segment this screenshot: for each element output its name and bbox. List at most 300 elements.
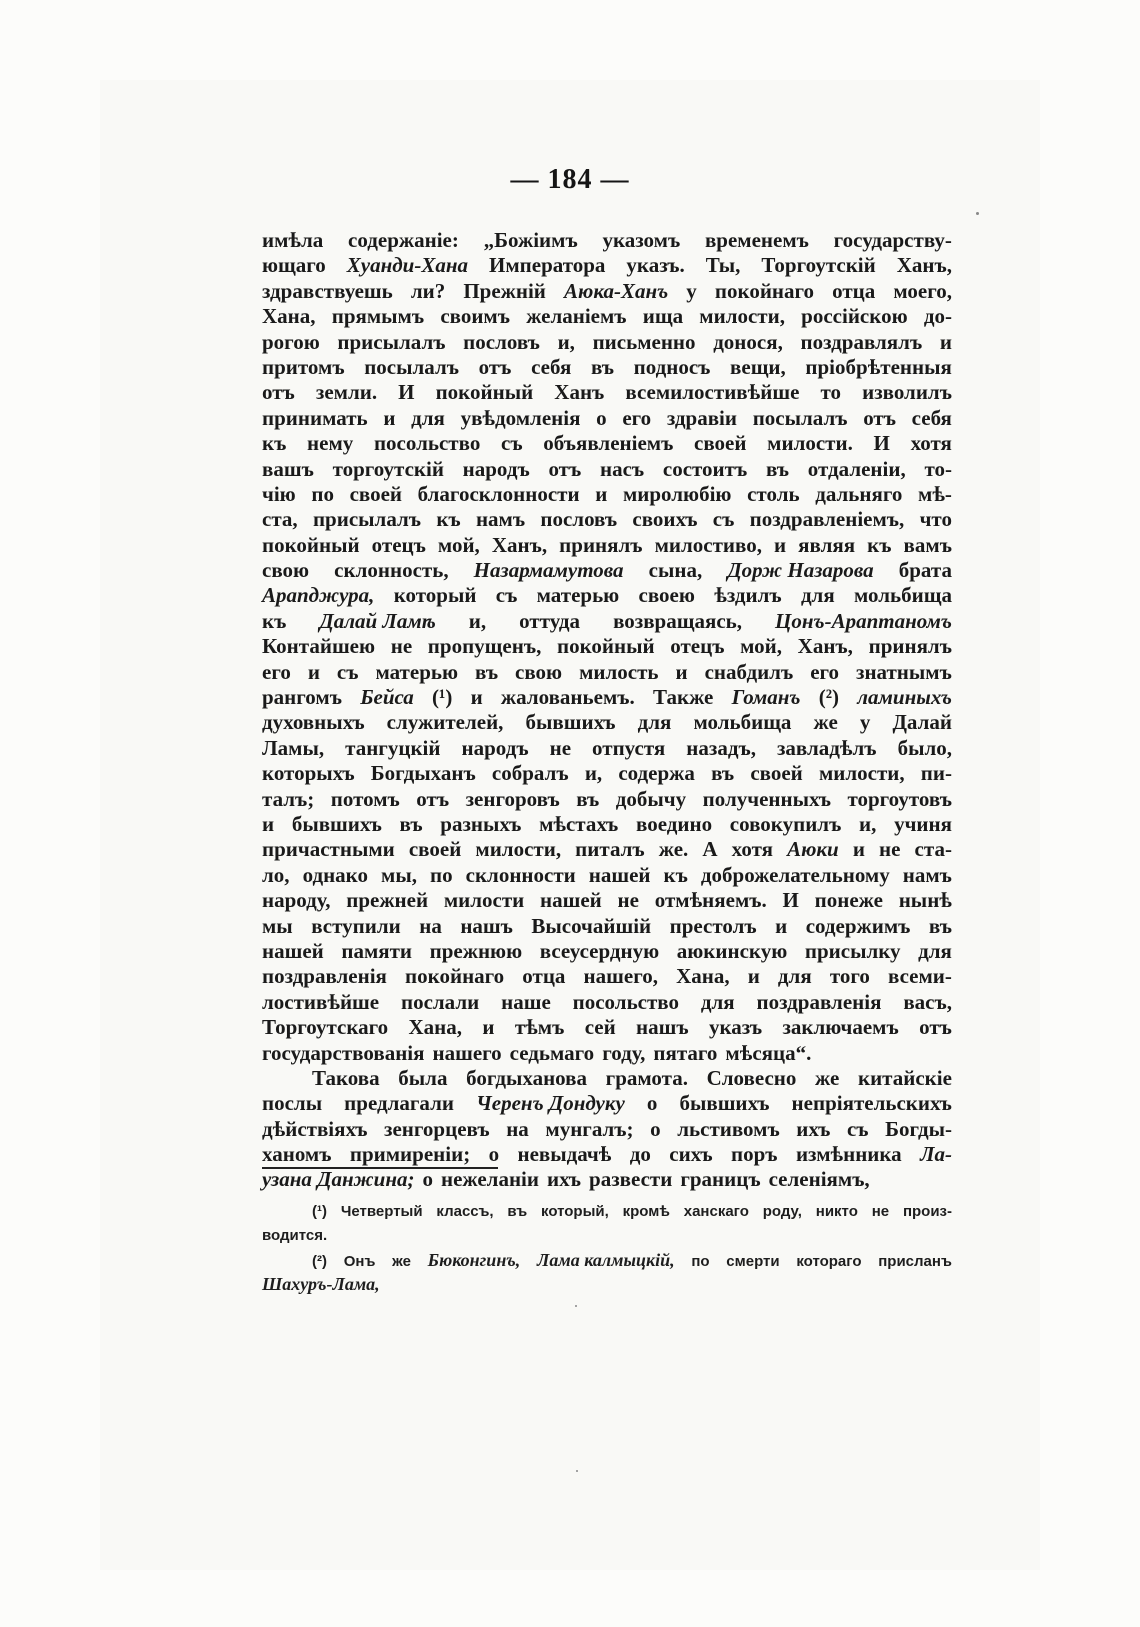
footnote-word: присланъ <box>878 1253 952 1270</box>
word: отъ <box>919 1015 952 1040</box>
word: вашъ <box>262 456 314 481</box>
footnote-word: (¹) <box>312 1203 327 1220</box>
word: его <box>262 659 291 684</box>
footnotes <box>262 1200 952 1296</box>
word: ющаго <box>262 253 326 278</box>
footnote-word: въ <box>507 1203 528 1220</box>
word: письменно <box>592 329 696 354</box>
word: развести <box>589 1167 673 1192</box>
word: присылалъ <box>312 507 422 532</box>
word: лостивѣйше <box>262 989 380 1014</box>
word: который <box>393 583 477 608</box>
word: временемъ <box>704 228 809 252</box>
text-line <box>262 380 952 405</box>
word: народъ <box>462 456 530 481</box>
word: своимъ <box>440 304 510 329</box>
word: указъ <box>708 1015 763 1040</box>
word: матерью <box>375 659 459 684</box>
word: себя <box>911 405 952 430</box>
word: Цонъ-Араптаномъ <box>775 608 952 633</box>
word: прежней <box>346 888 429 913</box>
word: пословъ <box>540 507 618 532</box>
text-line <box>262 863 952 888</box>
word: то <box>820 380 842 405</box>
footnote-word: ханскаго <box>683 1203 749 1220</box>
word: и <box>482 1015 495 1040</box>
word: Назармамутова <box>473 558 624 583</box>
word: для <box>700 989 735 1014</box>
word: покойный <box>435 380 534 405</box>
footnote-word: водится. <box>262 1227 328 1244</box>
word: имѣла <box>262 228 324 252</box>
word: ихъ <box>547 1167 582 1192</box>
word: государствованiя <box>262 1040 425 1065</box>
word: Хуанди-Хана <box>346 253 469 278</box>
text-line <box>262 634 952 659</box>
word: милости, <box>475 837 562 862</box>
word: примиренiи; <box>349 1142 471 1167</box>
word: своей <box>694 431 747 456</box>
word: о <box>422 1167 433 1192</box>
word: Императора <box>489 253 606 278</box>
word: о <box>596 405 607 430</box>
text-line <box>262 1015 952 1040</box>
word: своей <box>750 761 803 786</box>
word: Хана, <box>262 304 316 329</box>
word: Такова <box>312 1065 380 1090</box>
word: прiобрѣтенныя <box>805 354 952 379</box>
footnote-line <box>262 1248 952 1272</box>
word: донося, <box>713 329 783 354</box>
word: отъ <box>863 405 896 430</box>
word: Также <box>653 685 714 710</box>
word: (¹) <box>432 685 453 710</box>
footnote-word: (²) <box>312 1253 327 1270</box>
word: А <box>702 837 718 862</box>
word: подносъ <box>633 354 711 379</box>
word: торгоутскiй <box>332 456 444 481</box>
text-line <box>262 304 952 329</box>
word: о <box>646 1091 658 1116</box>
word: народу, <box>262 888 331 913</box>
footnote-word: по <box>691 1253 710 1270</box>
word: прежнюю <box>429 938 523 963</box>
word: торгоутовъ <box>847 786 952 811</box>
word: Богды- <box>885 1116 952 1141</box>
word: его <box>810 659 840 684</box>
text-line <box>262 1142 952 1167</box>
word: возвращаясь, <box>613 608 743 633</box>
word: году, <box>602 1040 646 1065</box>
word: столь <box>747 481 800 506</box>
word: пи- <box>920 761 952 786</box>
word: послали <box>400 989 480 1014</box>
word: нашего, <box>583 964 658 989</box>
word: наше <box>501 989 551 1014</box>
word: предлагали <box>344 1091 455 1116</box>
word: (²) <box>818 685 840 710</box>
word: у <box>859 710 871 735</box>
word: Ханъ <box>554 380 605 405</box>
word: и <box>383 405 396 430</box>
word: мольбища <box>854 583 952 608</box>
word: мы, <box>381 862 417 887</box>
word: нашей <box>262 938 324 963</box>
word: измѣнника <box>795 1142 902 1167</box>
word: Аюки <box>787 837 839 862</box>
footnote-word: не <box>871 1203 890 1220</box>
word: собралъ <box>491 761 569 786</box>
word: грамота. <box>605 1065 688 1090</box>
word: бывшихъ <box>679 1091 770 1116</box>
word: отецъ <box>670 634 725 659</box>
word: была <box>398 1065 448 1090</box>
text-line <box>262 787 952 812</box>
word: Арапджура, <box>262 583 375 608</box>
word: и <box>774 532 787 557</box>
word: въ <box>765 456 790 481</box>
footnote-word: классъ, <box>436 1203 494 1220</box>
text-line <box>262 1066 952 1091</box>
word: сихъ <box>669 1142 713 1167</box>
word: принимать <box>262 405 368 430</box>
word: россiйскою <box>801 304 908 329</box>
word: и, <box>859 811 877 836</box>
text-line <box>262 761 952 786</box>
word: Бейса <box>360 685 414 710</box>
word: въ <box>399 811 423 836</box>
word: по <box>311 481 334 506</box>
word: нашего <box>432 1040 502 1065</box>
word: седьмаго <box>509 1040 595 1065</box>
text-line <box>262 533 952 558</box>
word: рангомъ <box>262 685 342 710</box>
word: съ <box>712 507 735 532</box>
word: мой, <box>740 634 783 659</box>
text-line <box>262 457 952 482</box>
word: поръ <box>731 1142 778 1167</box>
word: мунгалъ; <box>545 1116 634 1141</box>
word: отпустя <box>592 735 666 760</box>
word: дѣйствiяхъ <box>262 1116 368 1141</box>
word: ламиныхъ <box>857 685 952 710</box>
word: съ <box>336 659 359 684</box>
scan-speck <box>576 1470 578 1472</box>
word: въ <box>475 659 499 684</box>
text-line <box>262 964 952 989</box>
word: нежеланiи <box>440 1167 539 1192</box>
footnote-separator <box>262 1167 498 1169</box>
word: къ <box>663 862 688 887</box>
word: Черенъ Дондуку <box>476 1091 625 1116</box>
footnote-line <box>262 1272 952 1296</box>
word: съ <box>501 431 523 456</box>
word: отъ <box>416 786 450 811</box>
word: миролюбiю <box>622 481 732 506</box>
word: полученныхъ <box>702 786 831 811</box>
word: посылалъ <box>364 354 460 379</box>
word: Ханъ, <box>797 634 853 659</box>
text-line <box>262 228 952 253</box>
word: и <box>262 811 275 836</box>
word: на <box>419 913 442 938</box>
word: народъ <box>461 735 529 760</box>
word: ло, <box>262 862 290 887</box>
text-line <box>262 406 952 431</box>
text-line <box>262 939 952 964</box>
word: милости, <box>818 761 905 786</box>
footnote-line <box>262 1200 952 1224</box>
word: Богдыханъ <box>370 761 476 786</box>
word: зенгорцевъ <box>384 1116 490 1141</box>
word: мѣсяца“. <box>725 1040 812 1065</box>
word: содержа <box>618 761 695 786</box>
word: ханомъ <box>262 1142 332 1167</box>
word: непрiятельскихъ <box>791 1091 952 1116</box>
word: послы <box>262 1091 323 1116</box>
word: поздравленiя <box>262 964 387 989</box>
word: для <box>800 583 835 608</box>
word: изволилъ <box>862 380 952 405</box>
text-line <box>262 431 952 456</box>
word: разныхъ <box>440 811 522 836</box>
word: для <box>777 964 812 989</box>
word: посольство <box>373 431 481 456</box>
word: узана Данжина; <box>262 1167 415 1192</box>
word: бывшихъ <box>291 811 382 836</box>
word: склонности <box>465 862 576 887</box>
word: сына, <box>648 558 703 583</box>
word: же <box>815 1065 840 1090</box>
word: желанiемъ <box>526 304 627 329</box>
word: Ханъ, <box>896 253 952 278</box>
text-line <box>262 253 952 278</box>
word: границъ <box>680 1167 761 1192</box>
word: благосклонности <box>417 481 580 506</box>
word: и <box>595 481 608 506</box>
word: пропущенъ, <box>427 634 542 659</box>
word: ихъ <box>796 1116 831 1141</box>
word: брата <box>898 558 952 583</box>
word: нему <box>307 431 354 456</box>
word: ли? <box>410 278 446 303</box>
word: хотя <box>731 837 773 862</box>
word: мѣстахъ <box>539 811 619 836</box>
word: И <box>873 431 890 456</box>
word: отца <box>522 964 566 989</box>
word: невыдачѣ <box>517 1142 612 1167</box>
word: до- <box>923 304 952 329</box>
word: присылку <box>804 938 901 963</box>
word: не <box>390 634 413 659</box>
text-line <box>262 355 952 380</box>
word: которыхъ <box>262 761 355 786</box>
word: причастными <box>262 837 395 862</box>
word: содержимъ <box>805 913 911 938</box>
word: принялъ <box>559 532 643 557</box>
word: чiю <box>262 481 296 506</box>
word: по <box>430 862 453 887</box>
body-text <box>262 228 952 1193</box>
word: милостиво, <box>654 532 762 557</box>
text-line <box>262 1117 952 1142</box>
word: поздравлялъ <box>800 329 923 354</box>
word: и, <box>557 329 575 354</box>
footnote-word: Четвертый <box>340 1203 423 1220</box>
word: ста- <box>914 837 952 862</box>
word: Высочайшiй <box>531 913 652 938</box>
word: Прежнiй <box>463 278 546 303</box>
word: тангуцкiй <box>345 735 441 760</box>
footnote-word: Лама калмыцкiй, <box>537 1250 675 1270</box>
word: нашей <box>540 888 602 913</box>
footnote-word: котораго <box>796 1253 862 1270</box>
word: Ханъ, <box>491 532 548 557</box>
text-line <box>262 330 952 355</box>
text-line <box>262 736 952 761</box>
word: въ <box>590 354 614 379</box>
word: вещи, <box>730 354 786 379</box>
word: Хана, <box>676 964 730 989</box>
word: прямымъ <box>331 304 425 329</box>
word: селенiямъ, <box>768 1167 870 1192</box>
word: бывшихъ <box>525 710 616 735</box>
text-line <box>262 990 952 1015</box>
word: китайскiе <box>857 1065 952 1090</box>
text-line <box>262 558 952 583</box>
word: жалованьемъ. <box>500 685 635 710</box>
word: доброжелательному <box>700 862 890 887</box>
word: отъ <box>548 456 582 481</box>
text-line <box>262 710 952 735</box>
word: для <box>918 938 952 963</box>
text-line <box>262 279 952 304</box>
word: здравствуешь <box>262 278 393 303</box>
word: И <box>398 380 415 405</box>
word: насъ <box>599 456 645 481</box>
word: нашей <box>588 862 651 887</box>
word: что <box>919 507 952 532</box>
word: и <box>939 329 952 354</box>
word: пятаго <box>653 1040 718 1065</box>
word: и <box>852 837 865 862</box>
word: талъ; <box>262 786 315 811</box>
word: милости. <box>767 431 853 456</box>
word: хотя <box>910 431 952 456</box>
word: ѣздилъ <box>714 583 782 608</box>
word: знатнымъ <box>856 659 952 684</box>
word: поздравленiемъ, <box>749 507 905 532</box>
word: Контайшею <box>262 634 376 659</box>
word: всемилостивѣйше <box>625 380 800 405</box>
word: притомъ <box>262 354 345 379</box>
word: содержанiе: <box>348 228 459 252</box>
word: къ <box>262 608 287 633</box>
word: не <box>617 888 639 913</box>
word: ища <box>642 304 684 329</box>
word: склонность, <box>334 558 449 583</box>
word: присылалъ <box>337 329 446 354</box>
word: указомъ <box>602 228 681 252</box>
word: здравiи <box>666 405 737 430</box>
word: Торгоутскаго <box>262 1015 389 1040</box>
word: не <box>879 837 901 862</box>
word: питалъ <box>575 837 645 862</box>
word: покойнаго <box>714 278 815 303</box>
word: отца <box>832 278 876 303</box>
word: Аюка-Ханъ <box>564 278 669 303</box>
word: для <box>411 405 445 430</box>
footnote-word: Шахуръ-Лама, <box>262 1274 380 1294</box>
word: Далай <box>892 710 952 735</box>
text-line <box>262 1041 952 1066</box>
word: понеже <box>814 888 883 913</box>
word: однако <box>302 862 369 887</box>
word: являя <box>798 532 856 557</box>
word: того <box>829 964 870 989</box>
word: указъ. <box>626 253 685 278</box>
word: престолъ <box>669 913 757 938</box>
word: воедино <box>636 811 713 836</box>
word: богдыханова <box>466 1065 587 1090</box>
word: вамъ <box>903 532 952 557</box>
text-line <box>262 837 952 862</box>
word: милости, <box>699 304 785 329</box>
word: то- <box>924 456 952 481</box>
word: Торгоутскiй <box>761 253 876 278</box>
word: всеусердную <box>539 938 660 963</box>
word: Ламы, <box>262 735 325 760</box>
word: отъ <box>478 354 512 379</box>
word: покойный <box>262 532 360 557</box>
word: объявленiемъ <box>543 431 674 456</box>
word: въ <box>928 913 952 938</box>
text-line <box>262 888 952 913</box>
word: отдаленiи, <box>807 456 906 481</box>
footnote-word: Онъ <box>343 1253 376 1270</box>
word: назадъ, <box>686 735 756 760</box>
word: не <box>549 735 572 760</box>
footnote-word: произ- <box>902 1203 952 1220</box>
word: оттуда <box>519 608 581 633</box>
word: вступили <box>311 913 401 938</box>
word: себя <box>531 354 572 379</box>
word: тѣмъ <box>514 1015 565 1040</box>
word: дальняго <box>815 481 903 506</box>
word: нашъ <box>460 913 513 938</box>
word: поздравленiя <box>756 989 882 1014</box>
word: въ <box>576 786 600 811</box>
word: о <box>650 1116 661 1141</box>
word: Гоманъ <box>731 685 801 710</box>
word: съ <box>495 583 518 608</box>
word: къ <box>262 431 287 456</box>
word: милость <box>579 659 659 684</box>
word: о <box>488 1142 500 1167</box>
text-line <box>262 1091 952 1116</box>
text-line <box>262 660 952 685</box>
word: сей <box>584 1015 616 1040</box>
footnote-word: Бюконгинъ, <box>427 1250 521 1270</box>
word: свою <box>262 558 310 583</box>
word: нынѣ <box>898 888 952 913</box>
word: Ты, <box>705 253 741 278</box>
word: нашъ <box>636 1015 689 1040</box>
text-line <box>262 812 952 837</box>
word: отмѣняемъ. <box>654 888 767 913</box>
footnote-word: который, <box>541 1203 609 1220</box>
word: рогою <box>262 329 320 354</box>
